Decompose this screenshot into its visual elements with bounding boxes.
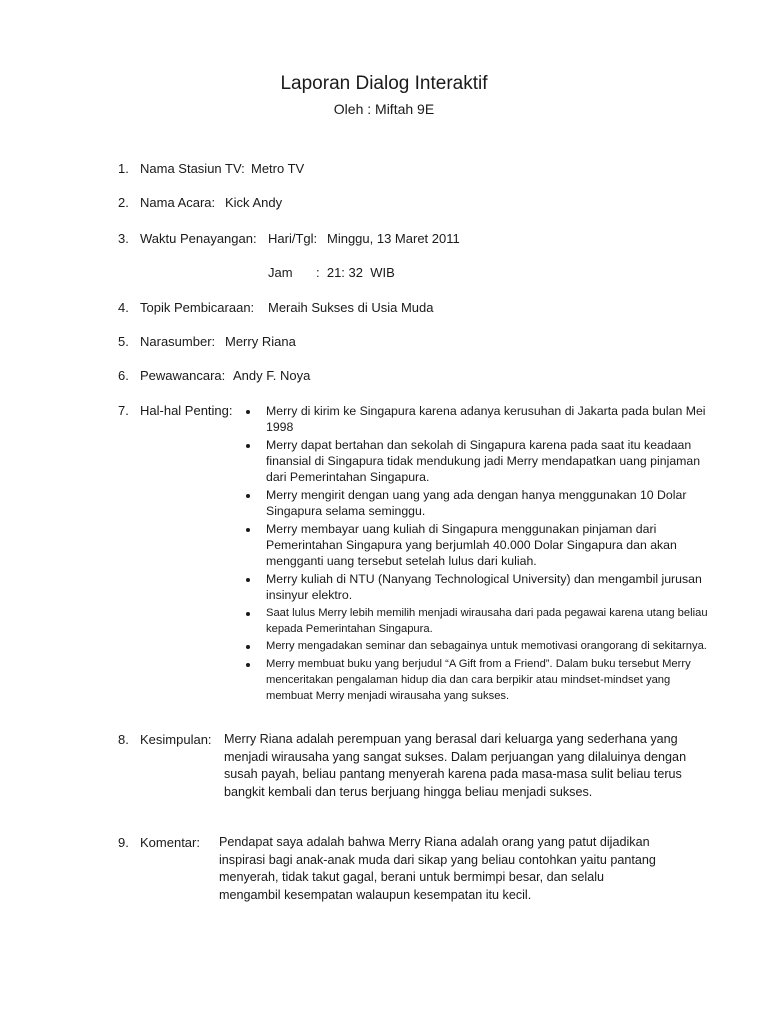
- item-number: 3.: [118, 231, 129, 246]
- item-value-stasiun: Metro TV: [251, 161, 305, 176]
- item-label-topik: Topik Pembicaraan:: [140, 300, 255, 315]
- item-value-pewawancara: Andy F. Noya: [233, 368, 311, 383]
- list-item: Merry mengadakan seminar dan sebagainya untuk memotivasi orangorang di sekitarnya.: [266, 638, 716, 654]
- list-item: Merry di kirim ke Singapura karena adanya kerusuhan di Jakarta pada bulan Mei 1998: [266, 403, 716, 436]
- item-value-topik: Meraih Sukses di Usia Muda: [268, 300, 434, 315]
- kesimpulan-paragraph: Merry Riana adalah perempuan yang berasal dari keluarga yang sederhana yang menjadi wirausaha yang sangat sukses. Dalam perjuangan yang dilaluinya dengan susah payah, beliau pantang menyerah karena pada masa-masa sulit beliau terus bangkit kembali dan terus berjuang hingga beliau menjadi sukses.: [224, 732, 687, 799]
- item-label-waktu: Waktu Penayangan:: [140, 231, 257, 246]
- item-label-narasumber: Narasumber:: [140, 334, 216, 349]
- item-label-kesimpulan: Kesimpulan:: [140, 732, 212, 747]
- list-item: Merry membayar uang kuliah di Singapura menggunakan pinjaman dari Pemerintahan Singapura yang berjumlah 40.000 Dolar Singapura dan akan mengganti uang tersebut setelah lulus dari kuliah.: [266, 521, 716, 570]
- item-number: 2.: [118, 195, 129, 210]
- item-number: 5.: [118, 334, 129, 349]
- item-number: 1.: [118, 161, 129, 176]
- list-item: Merry dapat bertahan dan sekolah di Singapura karena pada saat itu keadaan finansial di Singapura tidak mendukung jadi Merry mendapatkan uang pinjaman dari Pemerintahan Singapura.: [266, 437, 716, 486]
- item-number: 7.: [118, 403, 129, 418]
- list-item: Merry kuliah di NTU (Nanyang Technological University) dan mengambil jurusan insinyur elektro.: [266, 571, 716, 604]
- page-title: Laporan Dialog Interaktif: [280, 73, 488, 94]
- item-value-narasumber: Merry Riana: [225, 334, 296, 349]
- hal-penting-list: [266, 403, 716, 706]
- item-label-stasiun: Nama Stasiun TV:: [140, 161, 245, 176]
- page-subtitle: Oleh : Miftah 9E: [333, 101, 435, 117]
- list-item: Merry membuat buku yang berjudul “A Gift from a Friend”. Dalam buku tersebut Merry menceritakan pengalaman hidup dia dan cara berpikir atau mindset-mindset yang membuat Merry menjadi wirausaha yang sukses.: [266, 656, 716, 705]
- item-number: 9.: [118, 835, 129, 850]
- item-jam-value: : 21: 32 WIB: [316, 265, 395, 280]
- item-label-acara: Nama Acara:: [140, 195, 216, 210]
- item-number: 4.: [118, 300, 129, 315]
- item-hari-label: Hari/Tgl:: [268, 231, 318, 246]
- list-item: Merry mengirit dengan uang yang ada dengan hanya menggunakan 10 Dolar Singapura selama seminggu.: [266, 487, 716, 520]
- item-number: 8.: [118, 732, 129, 747]
- item-label-hal-penting: Hal-hal Penting:: [140, 403, 233, 418]
- item-label-komentar: Komentar:: [140, 835, 200, 850]
- item-number: 6.: [118, 368, 129, 383]
- item-jam-label: Jam: [268, 265, 293, 280]
- item-hari-value: Minggu, 13 Maret 2011: [327, 231, 460, 246]
- item-label-pewawancara: Pewawancara:: [140, 368, 226, 383]
- komentar-paragraph: Pendapat saya adalah bahwa Merry Riana adalah orang yang patut dijadikan inspirasi bagi anak-anak muda dari sikap yang beliau contohkan yaitu pantang menyerah, tidak takut gagal, berani untuk bermimpi besar, dan selalu mengambil kesempatan walaupun kesempatan itu kecil.: [219, 835, 656, 902]
- item-value-acara: Kick Andy: [225, 195, 283, 210]
- list-item: Saat lulus Merry lebih memilih menjadi wirausaha dari pada pegawai karena utang beliau kepada Pemerintahan Singapura.: [266, 605, 716, 638]
